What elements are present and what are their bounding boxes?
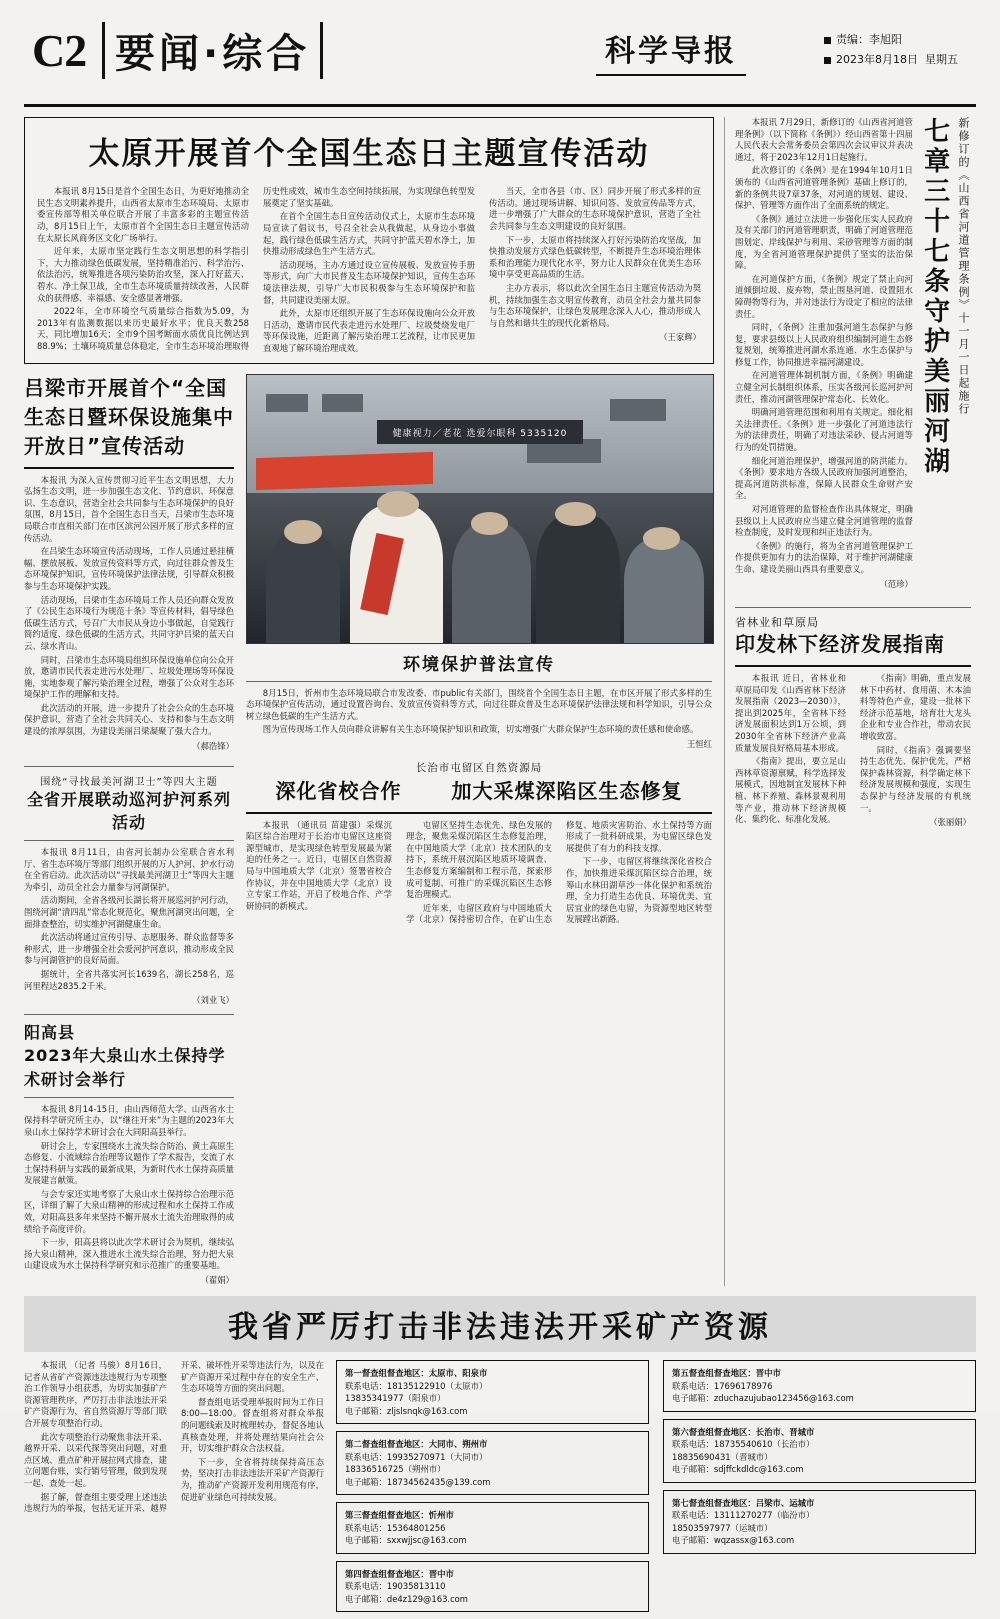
- lead-paragraph: 本报讯 8月15日是首个全国生态日，为更好地推动全民生态文明素养提升，山西省太原市生态环境局、太原市委宣传部等相关单位联合开展了丰富多彩的主题宣传活动，8月15日上午，太原市首个全国生态日主题宣传活动在太原长风商务区文化广场举行。: [37, 186, 249, 243]
- bottom-banner: [24, 1296, 976, 1352]
- photo-person: [624, 538, 703, 643]
- supervision-line: 电子邮箱：de4z129@163.com: [345, 1593, 468, 1604]
- page-body: [24, 117, 976, 1286]
- right-second-paragraph: 本报讯 近日，省林业和草原局印发《山西省林下经济发展指南（2023—2030）》，提出到2025年，全省林下经济发展面积达到1万公顷，到2030年全省林下经济产业高质量发展良好格局基本形成。: [735, 673, 846, 753]
- right-feature: [735, 117, 971, 597]
- huanrao-paragraph: 本报讯 8月11日，由省河长制办公室联合省水利厅、省生态环境厅等部门组织开展的万人护河、护水行动在全省启动。此次活动以“寻找最美河湖卫士”等四大主题为牵引，动员全社会力量参与河湖保护。: [24, 847, 234, 892]
- supervision-group: [663, 1419, 976, 1483]
- section-title-text: 要闻·综合: [115, 31, 311, 77]
- huanrao-signature: （刘业飞）: [192, 995, 234, 1006]
- photo-block: [246, 374, 712, 752]
- bottom-paragraph: 据了解，督查组主要受理上述违法违规行为的举报，包括无证开采、越界开采、破坏性开采等违法行为，以及在矿产资源开采过程中存在的安全生产、生态环境等方面的突出问题。: [24, 1360, 324, 1514]
- lead-paragraph: 主办方表示，将以此次全国生态日主题宣传活动为契机，持续加强生态文明宣传教育，动员全社会力量共同参与生态环境保护，让绿色发展理念深入人心，推动形成人与自然和谐共生的现代化新格局。: [489, 283, 701, 328]
- right-feature-paragraph: 在河道保护方面，《条例》规定了禁止向河道倾倒垃圾、废弃物，禁止围垦河道、设置阻水障碍物等行为，并对违法行为设定了相应的法律责任。: [735, 273, 913, 319]
- paper-nameplate: [596, 26, 746, 76]
- supervision-group: [663, 1360, 976, 1412]
- lead-paragraph: 下一步，太原市将持续深入打好污染防治攻坚战，加快推动发展方式绿色低碳转型，不断提升生态环境治理体系和治理能力现代化水平，努力让人民群众在优美生态环境中享受更高品质的生活。: [489, 234, 701, 280]
- supervision-title: 第一督查组督查地区：太原市、阳泉市: [345, 1368, 488, 1379]
- right-second-paragraph: 同时，《指南》强调要坚持生态优先、保护优先，严格保护森林资源，科学确定林下经济发展规模和强度，实现生态保护与经济发展的有机统一。: [860, 744, 971, 813]
- right-second-kicker: 省林业和草原局: [735, 616, 819, 629]
- huanrao-paragraph: 活动期间，全省各级河长湖长将开展巡河护河行动，围绕河湖“清四乱”常态化规范化，聚焦河湖突出问题，全面排查整治，切实维护河湖健康生命。: [24, 895, 234, 929]
- lead-signature: （王家辉）: [659, 332, 701, 343]
- photo-window: [322, 394, 364, 411]
- right-feature-paragraph: 明确河道管理范围和利用有关规定。细化相关法律责任。《条例》进一步强化了河道违法行为的法律责任，明确了对违法采砂、侵占河道等行为的处罚措施。: [735, 407, 913, 453]
- lvliang-paragraph: 活动现场，吕梁市生态环境局工作人员还向群众发放了《公民生态环境行为规范十条》等宣传材料，倡导绿色低碳生活方式，号召广大市民从身边小事做起，自觉践行简约适度、绿色低碳的生活方式，共同守护吕梁的蓝天白云、绿水青山。: [24, 594, 234, 651]
- supervision-group: [336, 1431, 649, 1495]
- supervision-column-left: [336, 1360, 649, 1619]
- changzhi-paragraph: 近年来，屯留区政府与中国地质大学（北京）保持密切合作，在矿山生态修复、地质灾害防治、水土保持等方面形成了一批科研成果，为屯留区绿色发展提供了有力的科技支撑。: [406, 819, 712, 925]
- bottom-paragraph: 下一步，全省将持续保持高压态势，坚决打击非法违法开采矿产资源行为，推动矿产资源开发利用规范有序，促进矿业绿色可持续发展。: [181, 1456, 324, 1502]
- right-second-headline: 印发林下经济发展指南: [735, 632, 945, 656]
- bottom-article: [24, 1360, 324, 1619]
- supervision-line: 13835341977（阳泉市）: [345, 1393, 446, 1404]
- photo-body-2: 图为宣传现场工作人员向群众讲解有关生态环境保护知识和政策，切实增强广大群众保护生态环境的责任感和使命感。: [262, 724, 699, 735]
- photo-person: [536, 514, 620, 643]
- right-second-article: [735, 614, 971, 828]
- lead-paragraph: 2022年，全市环境空气质量综合指数为5.09，为2013年有监测数据以来历史最好水平；优良天数258天，同比增加16天；全市9个国考断面水质优良比例达到88.9%；土壤环境质量总体稳定，全市生态环境治理取得历史性成效，城市生态空间持续拓展，为实现绿色转型发展奠定了坚实基础。: [37, 186, 475, 352]
- lvliang-paragraph: 本报讯 为深入宣传贯彻习近平生态文明思想，大力弘扬生态文明，进一步加强生态文化、节约意识、环保意识、生态意识，营造全社会共同参与生态环境保护的良好氛围，8月15日，首个全国生态日当天，吕梁市生态环境局联合市直相关部门在市区滨河公园开展了形式多样的宣传活动。: [24, 474, 234, 543]
- photo-body: 8月15日，忻州市生态环境局联合市发改委、市public有关部门，围绕首个全国生态日主题，在市区开展了形式多样的生态环境保护宣传活动，通过设置咨询台、发放宣传资料等方式，向过往群众普及生态环境保护法律法规和科学知识，引导公众树立绿色低碳的生产生活方式。: [246, 687, 712, 721]
- supervision-title: 第四督查组督查地区：晋中市: [345, 1568, 454, 1579]
- divider: [735, 665, 971, 667]
- supervision-line: 联系电话：13111270277（临汾市）: [672, 1510, 815, 1521]
- bullet-icon: [824, 37, 831, 44]
- mid-row: [24, 760, 714, 1007]
- supervision-title: 第五督查组督查地区：晋中市: [672, 1368, 781, 1379]
- photo-shop-banner: 健康视力／老花 选爱尔眼科 5335120: [377, 420, 582, 444]
- lvliang-paragraph: 在吕梁生态环境宣传活动现场，工作人员通过悬挂横幅、摆放展板、发放宣传资料等方式，向过往群众普及生态环境保护知识，宣传环境保护法律法规，引导群众积极参与生态环境保护实践。: [24, 546, 234, 591]
- right-second-signature: （张丽娟）: [929, 817, 971, 828]
- lead-paragraph: 当天，全市各县（市、区）同步开展了形式多样的宣传活动。通过现场讲解、知识问答、发放宣传品等方式，进一步增强了广大群众的生态环境保护意识，营造了全社会共同参与生态文明建设的良好氛围。: [489, 186, 701, 232]
- right-feature-paragraph: 对河道管理的监督检查作出具体规定，明确县级以上人民政府应当建立健全河道管理的监督检查制度，及时发现和纠正违法行为。: [735, 504, 913, 538]
- huanrao-headline: 全省开展联动巡河护河系列活动: [26, 789, 231, 832]
- supervision-line: 电子邮箱：zljslsnqk@163.com: [345, 1405, 468, 1416]
- yanggao-article: [24, 1014, 234, 1286]
- issue-info: [824, 30, 958, 70]
- divider: [24, 840, 234, 841]
- supervision-line: 电子邮箱：zduchazujubao123456@163.com: [672, 1393, 854, 1404]
- photo-window: [610, 399, 666, 421]
- changzhi-paragraph: 下一步，屯留区将继续深化省校合作，加快推进采煤沉陷区综合治理，统筹山水林田湖草沙一体化保护和系统治理，全力打造生态优良、环境优美、宜居宜业的绿色屯留，为资源型地区转型发展蹚出新路。: [566, 856, 712, 925]
- yanggao-kicker: 阳高县: [24, 1023, 76, 1043]
- huanrao-kicker: 围绕“寻找最美河湖卫士”等四大主题: [40, 776, 218, 788]
- changzhi-article: [246, 760, 712, 1007]
- bottom-banner-title: 我省严厉打击非法违法开采矿产资源: [228, 1310, 772, 1346]
- paper-name: 科学导报: [605, 35, 737, 68]
- supervision-line: 电子邮箱：sxxwjjsc@163.com: [345, 1535, 467, 1546]
- news-photo: [246, 374, 714, 644]
- left-zone: [24, 117, 714, 1286]
- supervision-line: 18503597977（运城市）: [672, 1522, 773, 1533]
- right-feature-paragraph: 在河道管理体制机制方面，《条例》明确建立健全河长制组织体系，压实各级河长巡河护河责任，推动河湖管理保护常态化、长效化。: [735, 370, 913, 404]
- divider: [24, 1097, 234, 1098]
- right-feature-paragraph: 同时，《条例》注重加强河道生态保护与修复，要求县级以上人民政府组织编制河道生态修复规划，统筹推进河湖水系连通、水生态保护与修复工作，协同推进幸福河湖建设。: [735, 322, 913, 367]
- bottom-row: [24, 1360, 976, 1619]
- bullet-icon: [824, 57, 831, 64]
- supervision-line: 联系电话：19035813110: [345, 1581, 446, 1592]
- masthead: [24, 0, 976, 107]
- supervision-boxes: [336, 1360, 976, 1619]
- changzhi-headline-row: [246, 777, 712, 806]
- divider: [246, 681, 712, 682]
- right-zone: [724, 117, 971, 1286]
- yanggao-paragraph: 与会专家还实地考察了大泉山水土保持综合治理示范区，详细了解了大泉山精神的形成过程和水土保持工作成效，对阳高县多年来坚持不懈开展水土流失治理取得的成绩给予高度评价。: [24, 1188, 234, 1234]
- changzhi-kicker: 长治市屯留区自然资源局: [415, 761, 543, 774]
- right-feature-paragraph: 《条例》的施行，将为全省河道管理保护工作提供更加有力的法治保障，对于维护河湖健康生命、建设美丽山西具有重要意义。: [735, 540, 913, 574]
- supervision-line: 电子邮箱：sdjffckdldc@163.com: [672, 1464, 804, 1475]
- changzhi-paragraph: 屯留区坚持生态优先、绿色发展的理念，聚焦采煤沉陷区生态修复治理，在中国地质大学（北京）技术团队的支持下，系统开展沉陷区地质环境调查、生态修复方案编制和工程示范，探索形成可复制、可推广的采煤沉陷区生态修复治理模式。: [406, 819, 552, 900]
- divider: [246, 812, 712, 814]
- supervision-group: [336, 1561, 649, 1613]
- yanggao-signature: （翟娟）: [200, 1275, 234, 1286]
- section-title: [102, 22, 323, 79]
- photo-signature: 王恒红: [686, 738, 712, 749]
- changzhi-headline-a: 深化省校合作: [275, 778, 402, 803]
- lead-paragraph: 此外，太原市还组织开展了生态环保设施向公众开放日活动，邀请市民代表走进污水处理厂、垃圾焚烧发电厂等环保设施，近距离了解污染治理工艺流程，让市民更加直观地了解环境治理成效。: [263, 308, 475, 354]
- supervision-line: 联系电话：15364801256: [345, 1522, 446, 1533]
- huanrao-paragraph: 据统计，全省共落实河长1639名，湖长258名，巡河里程达2835.2千米。: [24, 968, 234, 991]
- yanggao-paragraph: 下一步，阳高县将以此次学术研讨会为契机，继续弘扬大泉山精神，深入推进水土流失综合治理，努力把大泉山建设成为水土保持科学研究和示范推广的重要基地。: [24, 1237, 234, 1271]
- huanrao-paragraph: 此次活动将通过宣传引导、志愿服务、群众监督等多种形式，进一步增强全社会爱河护河意识，推动形成全民参与河湖管护的良好局面。: [24, 932, 234, 966]
- date-line: 2023年8月18日: [836, 53, 918, 66]
- weekday: 星期五: [925, 53, 958, 66]
- supervision-line: 联系电话：18135122910（太原市）: [345, 1380, 488, 1391]
- supervision-line: 电子邮箱：18734562435@139.com: [345, 1476, 491, 1487]
- photo-person-head: [471, 512, 508, 535]
- lvliang-signature: （郝浩锋）: [192, 740, 234, 751]
- yanggao-headline: 2023年大泉山水土保持学术研讨会举行: [24, 1046, 226, 1089]
- nameplate-rule: [596, 74, 746, 76]
- divider: [24, 1014, 234, 1015]
- supervision-line: 18336516725（朔州市）: [345, 1464, 446, 1475]
- lvliang-photo-row: [24, 374, 714, 752]
- right-feature-paragraph: 本报讯 7月29日，新修订的《山西省河道管理条例》（以下简称《条例》）经山西省第十四届人民代表大会常务委员会第四次会议审议并表决通过，将于2023年12月1日起施行。: [735, 117, 913, 162]
- divider: [24, 467, 234, 469]
- lvliang-article: [24, 374, 234, 752]
- lvliang-paragraph: 此次活动的开展，进一步提升了社会公众的生态环境保护意识，营造了全社会共同关心、支持和参与生态文明建设的浓厚氛围，为建设美丽吕梁凝聚了强大合力。: [24, 702, 234, 737]
- right-second-paragraph: 《指南》明确，重点发展林下中药材、食用菌、木本油料等特色产业，建设一批林下经济示范基地，培育壮大龙头企业和专业合作社，带动农民增收致富。: [860, 673, 971, 741]
- huanrao-article: [24, 760, 234, 1007]
- right-second-paragraph: 《指南》提出，要立足山西林草资源禀赋，科学选择发展模式，因地制宜发展林下种植、林下养殖、森林景观利用等产业，推动林下经济规模化、集约化、标准化发展。: [735, 756, 846, 825]
- yanggao-paragraph: 研讨会上，专家围绕水土流失综合防治、黄土高原生态修复、小流域综合治理等议题作了学术报告，交流了水土保持科研与实践的最新成果，为新时代水土保持高质量发展建言献策。: [24, 1140, 234, 1186]
- right-feature-signature: （范珍）: [879, 578, 913, 589]
- photo-person-head: [377, 491, 419, 517]
- bottom-paragraph: 督查组电话受理举报时间为工作日8:00—18:00。督查组将对群众举报的问题线索及时梳理转办，督促各地认真核查处理，并将处理结果向社会公开，切实维护群众合法权益。: [181, 1396, 324, 1454]
- lead-paragraph: 在首个全国生态日宣传活动仪式上，太原市生态环境局宣读了倡议书，号召全社会从我做起，从身边小事做起，践行绿色低碳生活方式，共同守护蓝天碧水净土，加快推动形成绿色生产生活方式。: [263, 211, 475, 257]
- bottom-paragraph: 此次专项整治行动聚焦非法开采、越界开采、以采代探等突出问题，对重点区域、重点矿种开展拉网式排查，建立问题台账，实行销号管理，做到发现一起、查处一起。: [24, 1431, 167, 1488]
- supervision-group: [663, 1490, 976, 1554]
- supervision-line: 联系电话：18735540610（长治市）: [672, 1439, 815, 1450]
- yanggao-paragraph: 本报讯 8月14-15日，由山西师范大学、山西省水土保持科学研究所主办，以“继往开来”为主题的2023年大泉山水土保持学术研讨会在大同阳高县举行。: [24, 1103, 234, 1137]
- supervision-title: 第三督查组督查地区：忻州市: [345, 1510, 454, 1521]
- supervision-line: 联系电话：19935270971（大同市）: [345, 1451, 488, 1462]
- supervision-title: 第六督查组督查地区：长治市、晋城市: [672, 1426, 815, 1437]
- photo-person-head: [284, 520, 321, 544]
- right-feature-paragraph: 此次修订的《条例》是在1994年10月1日颁布的《山西省河道管理条例》基础上修订的，新的条例共设7章37条，对河道的规划、建设、保护、管理等方面作出了全面系统的规定。: [735, 165, 913, 211]
- lead-paragraph: 活动现场，主办方通过设立宣传展板、发放宣传手册等形式，向广大市民普及生态环境保护知识，宣传生态环境法律法规，引导广大市民积极参与生态环境保护和监督，共同建设美丽太原。: [263, 259, 475, 305]
- photo-window: [266, 394, 308, 411]
- changzhi-paragraph: 本报讯 （通讯员 苗建强）采煤沉陷区综合治理对于长治市屯留区这座资源型城市，是实现绿色转型发展最为紧迫的任务之一。近日，屯留区自然资源局与中国地质大学（北京）签署省校合作协议，并在中国地质大学（北京）设立专家工作站，开启了校地合作、产学研协同的新模式。: [246, 819, 392, 911]
- lvliang-headline: 吕梁市开展首个“全国生态日暨环保设施集中开放日”宣传活动: [24, 375, 234, 458]
- photo-crowd: [247, 493, 713, 643]
- lead-headline: 太原开展首个全国生态日主题宣传活动: [88, 136, 650, 172]
- divider: [735, 607, 971, 608]
- right-feature-paragraph: 细化河道治理保护，增强河道的防洪能力。《条例》要求地方各级人民政府加强河道整治，提高河道防洪标准，保障人民群众生命财产安全。: [735, 455, 913, 501]
- supervision-group: [336, 1502, 649, 1554]
- photo-caption: 环境保护普法宣传: [403, 654, 555, 675]
- lvliang-paragraph: 同时，吕梁市生态环境局组织环保设施单位向公众开放，邀请市民代表走进污水处理厂、垃圾处理场等环保设施，实地参观了解污染治理全过程，增强了公众对生态环境保护工作的理解和支持。: [24, 654, 234, 700]
- supervision-line: 电子邮箱：wqzassx@163.com: [672, 1535, 795, 1546]
- photo-person-head: [643, 527, 680, 550]
- changzhi-headline-b: 加大采煤深陷区生态修复: [451, 778, 683, 803]
- right-second-body: [735, 673, 971, 828]
- supervision-group: [336, 1360, 649, 1424]
- right-feature-headline: 七章三十七条守护美丽河湖: [919, 117, 950, 477]
- lead-paragraph: 近年来，太原市坚定践行生态文明思想的科学指引下，大力推动绿色低碳发展，坚持精准治污、科学治污、依法治污，统筹推进各项污染防治攻坚，深入打好蓝天、碧水、净土保卫战，全市生态环境质量持续改善，人民群众的获得感、幸福感、安全感显著增强。: [37, 246, 249, 303]
- photo-person: [452, 523, 531, 643]
- supervision-column-right: [663, 1360, 976, 1619]
- bottom-paragraph: 本报讯 （记者 马骏）8月16日，记者从省矿产资源违法违规行为专项整治工作领导小组获悉，为切实加强矿产资源管理秩序，严厉打击非法违法开采矿产资源行为，省自然资源厅等部门联合开展专项整治行动。: [24, 1360, 167, 1429]
- supervision-title: 第二督查组督查地区：大同市、朔州市: [345, 1439, 488, 1450]
- lead-body: [37, 186, 701, 354]
- page-number: C2: [32, 25, 87, 76]
- supervision-line: 18835690431（晋城市）: [672, 1451, 773, 1462]
- editor-line: 责编：李旭阳: [836, 33, 902, 46]
- right-feature-body: [735, 117, 913, 597]
- photo-tent: [256, 452, 433, 490]
- photo-person-head: [555, 502, 597, 526]
- photo-person: [266, 532, 341, 643]
- supervision-title: 第七督查组督查地区：吕梁市、运城市: [672, 1497, 815, 1508]
- right-feature-kicker: 新修订的《山西省河道管理条例》十一月一日起施行: [957, 117, 970, 416]
- lead-article: [24, 117, 714, 364]
- right-feature-paragraph: 《条例》通过立法进一步强化压实人民政府及有关部门的河道管理职责，明确了河道管理范围划定、岸线保护与利用、采砂管理等方面的制度，为全省河道管理保护提供了坚实的法治保障。: [735, 213, 913, 271]
- divider: [24, 766, 234, 767]
- supervision-line: 联系电话：17696178976: [672, 1380, 773, 1391]
- changzhi-body: [246, 820, 712, 926]
